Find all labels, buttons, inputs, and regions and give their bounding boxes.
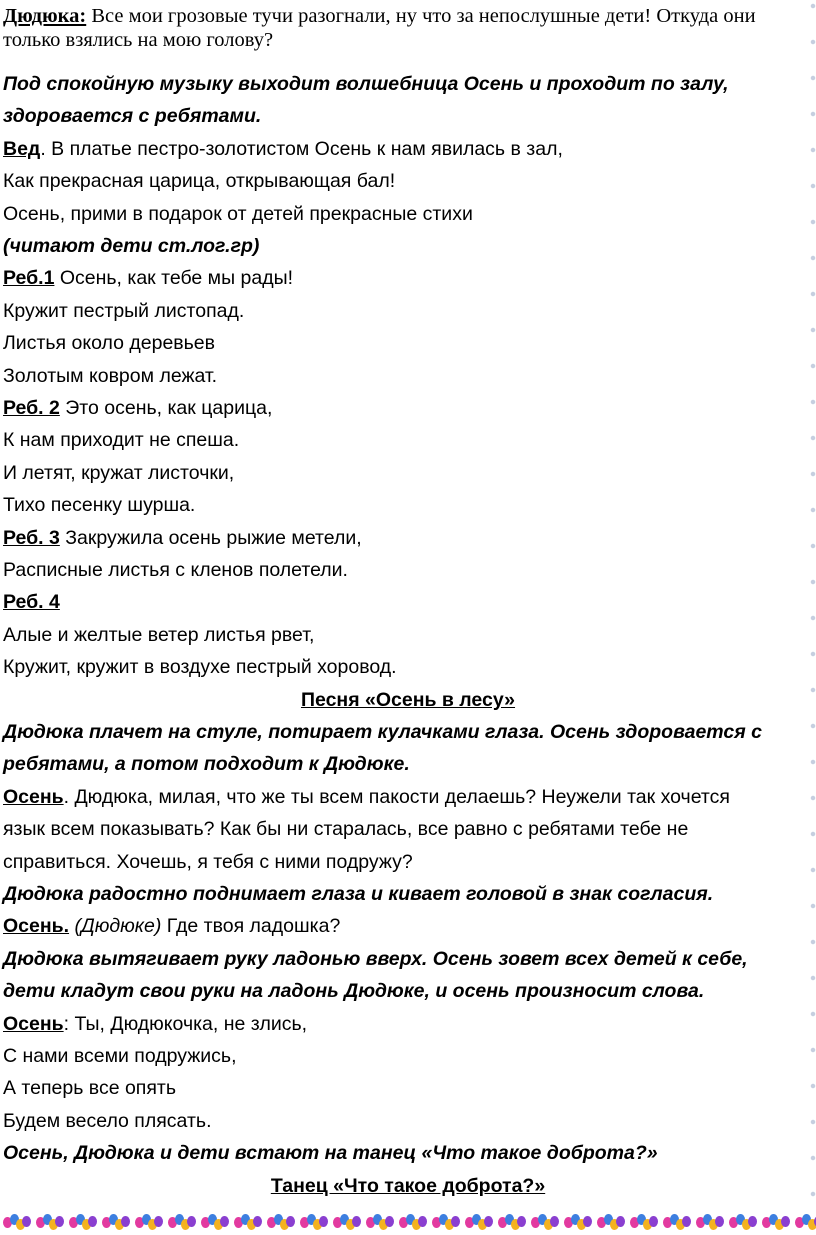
verse-line: Осень, прими в подарок от детей прекрасные стихи <box>3 202 473 225</box>
stage-aside: (Дюдюке) <box>69 915 162 938</box>
stage-direction: здоровается с ребятами. <box>3 105 262 128</box>
speech-line <box>3 137 563 161</box>
speaker-label: Осень <box>3 785 64 808</box>
opening-text: Все мои грозовые тучи разогнали, ну что за непослушные дети! Откуда они только взялись на мою голову? <box>3 5 756 51</box>
decorative-balloon-border <box>0 1213 816 1235</box>
balloon-bunch-icon <box>594 1213 627 1235</box>
opening-paragraph <box>3 4 803 52</box>
balloon-bunch-icon <box>297 1213 330 1235</box>
verse-line: язык всем показывать? Как бы ни старалась, все равно с ребятами тебе не <box>3 818 689 841</box>
stage-direction: ребятами, а потом подходит к Дюдюке. <box>3 753 410 776</box>
speech-line <box>3 396 272 420</box>
speech-line <box>3 914 340 938</box>
balloon-bunch-icon <box>198 1213 231 1235</box>
balloon-bunch-icon <box>528 1213 561 1235</box>
stage-direction: Дюдюка вытягивает руку ладонью вверх. Осень зовет всех детей к себе, <box>3 947 748 970</box>
balloon-bunch-icon <box>231 1213 264 1235</box>
balloon-bunch-icon <box>627 1213 660 1235</box>
balloon-bunch-icon <box>66 1213 99 1235</box>
verse-line: И летят, кружат листочки, <box>3 461 235 484</box>
verse-line: А теперь все опять <box>3 1077 177 1100</box>
balloon-bunch-icon <box>363 1213 396 1235</box>
speaker-label: Вед <box>3 137 41 160</box>
verse-line: С нами всеми подружись, <box>3 1045 237 1067</box>
section-heading: Песня «Осень в лесу» <box>300 688 516 711</box>
verse-line: Расписные листья с кленов полетели. <box>3 559 348 581</box>
speech-line <box>3 785 730 809</box>
speaker-label: Дюдюка: <box>3 5 87 27</box>
speech-line <box>3 590 60 614</box>
balloon-bunch-icon <box>792 1213 816 1235</box>
speech-line <box>3 1012 307 1036</box>
balloon-bunch-icon <box>429 1213 462 1235</box>
speech-line <box>3 526 362 550</box>
stage-direction: Дюдюка плачет на стуле, потирает кулачками глаза. Осень здоровается с <box>3 721 762 743</box>
verse-line: Будем весело плясать. <box>3 1109 212 1132</box>
stage-direction: (читают дети ст.лог.гр) <box>3 235 260 257</box>
verse-line: справиться. Хочешь, я тебя с ними подружу? <box>3 850 413 873</box>
speaker-label: Реб. 4 <box>3 591 60 614</box>
balloon-bunch-icon <box>132 1213 165 1235</box>
speech-text: Это осень, как царица, <box>59 397 273 419</box>
speaker-label: Реб. 3 <box>3 526 60 549</box>
section-heading: Танец «Что такое доброта?» <box>270 1174 546 1197</box>
speaker-label: Осень. <box>3 915 70 938</box>
speech-text: . Дюдюка, милая, что же ты всем пакости делаешь? Неужели так хочется <box>63 785 730 808</box>
verse-line: К нам приходит не спеша. <box>3 429 240 452</box>
speaker-label: Реб. 2 <box>3 397 60 419</box>
balloon-bunch-icon <box>462 1213 495 1235</box>
balloon-bunch-icon <box>33 1213 66 1235</box>
verse-line: Тихо песенку шурша. <box>3 494 196 517</box>
balloon-bunch-icon <box>693 1213 726 1235</box>
decorative-border-right <box>810 0 816 1205</box>
balloon-bunch-icon <box>99 1213 132 1235</box>
speech-text: : Ты, Дюдюкочка, не злись, <box>63 1012 308 1035</box>
speaker-label: Реб.1 <box>3 267 55 290</box>
stage-direction: Осень, Дюдюка и дети встают на танец «Что такое доброта?» <box>3 1142 658 1165</box>
balloon-bunch-icon <box>264 1213 297 1235</box>
stage-direction: Дюдюка радостно поднимает глаза и кивает головой в знак согласия. <box>3 883 714 905</box>
speaker-label: Осень <box>3 1012 64 1035</box>
stage-direction: Под спокойную музыку выходит волшебница Осень и проходит по залу, <box>3 73 729 95</box>
speech-text: Закружила осень рыжие метели, <box>59 526 362 549</box>
verse-line: Листья около деревьев <box>3 332 216 355</box>
balloon-bunch-icon <box>0 1213 33 1235</box>
speech-text: . В платье пестро-золотистом Осень к нам явилась в зал, <box>40 137 563 160</box>
stage-direction: дети кладут свои руки на ладонь Дюдюке, и осень произносит слова. <box>3 980 705 1003</box>
balloon-bunch-icon <box>396 1213 429 1235</box>
speech-text: Где твоя ладошка? <box>161 915 341 938</box>
verse-line: Как прекрасная царица, открывающая бал! <box>3 170 396 193</box>
balloon-bunch-icon <box>759 1213 792 1235</box>
balloon-bunch-icon <box>726 1213 759 1235</box>
speech-line <box>3 266 293 290</box>
verse-line: Кружит, кружит в воздухе пестрый хоровод. <box>3 656 397 679</box>
verse-line: Кружит пестрый листопад. <box>3 299 245 322</box>
balloon-bunch-icon <box>165 1213 198 1235</box>
speech-text: Осень, как тебе мы рады! <box>54 267 294 290</box>
balloon-bunch-icon <box>330 1213 363 1235</box>
balloon-bunch-icon <box>495 1213 528 1235</box>
balloon-bunch-icon <box>660 1213 693 1235</box>
verse-line: Золотым ковром лежат. <box>3 364 218 387</box>
verse-line: Алые и желтые ветер листья рвет, <box>3 623 315 646</box>
balloon-bunch-icon <box>561 1213 594 1235</box>
